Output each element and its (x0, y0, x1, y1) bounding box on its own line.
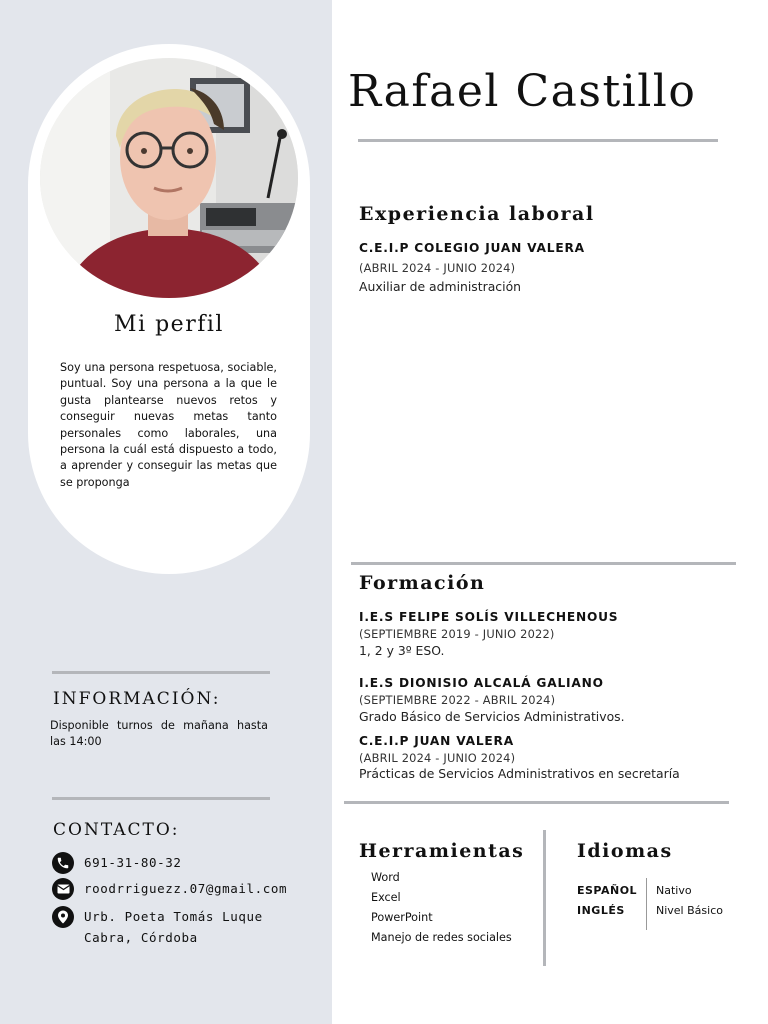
education-school: I.E.S DIONISIO ALCALÁ GALIANO (359, 676, 604, 690)
information-title: INFORMACIÓN: (53, 689, 221, 709)
information-text: Disponible turnos de mañana hasta las 14:00 (50, 719, 268, 749)
profile-photo (40, 58, 298, 298)
language-level: Nativo (656, 884, 692, 897)
contact-address-line2: Cabra, Córdoba (84, 930, 198, 945)
tool-item: Excel (371, 891, 401, 904)
contact-phone-text: 691-31-80-32 (84, 855, 182, 870)
education-title: Formación (359, 572, 486, 594)
education-dates: (ABRIL 2024 - JUNIO 2024) (359, 751, 516, 765)
language-name: INGLÉS (577, 904, 625, 917)
divider (52, 671, 270, 674)
profile-description: Soy una persona respetuosa, sociable, puntual. Soy una persona a la que le gusta plantearse nuevos retos y conseguir nuevas metas tanto personales como laborales, una persona la cuál está dispuesto a todo, a aprender y conseguir las metas que se proponga (60, 361, 277, 489)
languages-title: Idiomas (577, 840, 673, 862)
contact-address-line1: Urb. Poeta Tomás Luque (84, 909, 263, 924)
location-icon (52, 906, 74, 928)
education-dates: (SEPTIEMBRE 2022 - ABRIL 2024) (359, 693, 556, 707)
divider (351, 562, 736, 565)
profile-title: Mi perfil (114, 312, 224, 337)
tool-item: Word (371, 871, 400, 884)
experience-dates: (ABRIL 2024 - JUNIO 2024) (359, 261, 516, 275)
divider (358, 139, 718, 142)
person-name: Rafael Castillo (348, 66, 697, 117)
contact-email (52, 878, 287, 900)
education-dates: (SEPTIEMBRE 2019 - JUNIO 2022) (359, 627, 555, 641)
education-school: C.E.I.P JUAN VALERA (359, 734, 514, 748)
divider (344, 801, 729, 804)
education-school: I.E.S FELIPE SOLÍS VILLECHENOUS (359, 610, 619, 624)
tools-title: Herramientas (359, 840, 525, 862)
education-detail: 1, 2 y 3º ESO. (359, 643, 445, 658)
experience-role: Auxiliar de administración (359, 279, 521, 294)
tool-item: PowerPoint (371, 911, 433, 924)
experience-company: C.E.I.P COLEGIO JUAN VALERA (359, 241, 585, 255)
language-level: Nivel Básico (656, 904, 723, 917)
contact-email-text: roodrriguezz.07@gmail.com (84, 881, 288, 896)
phone-icon (52, 852, 74, 874)
language-name: ESPAÑOL (577, 884, 638, 897)
education-detail: Grado Básico de Servicios Administrativos. (359, 709, 625, 724)
contact-address (52, 906, 263, 948)
education-detail: Prácticas de Servicios Administrativos en secretaría (359, 766, 680, 781)
tool-item: Manejo de redes sociales (371, 931, 512, 944)
experience-title: Experiencia laboral (359, 203, 595, 225)
email-icon (52, 878, 74, 900)
language-separator (646, 878, 647, 930)
contact-title: CONTACTO: (53, 820, 180, 840)
divider (52, 797, 270, 800)
contact-phone (52, 852, 182, 874)
tools-languages-separator (543, 830, 546, 966)
